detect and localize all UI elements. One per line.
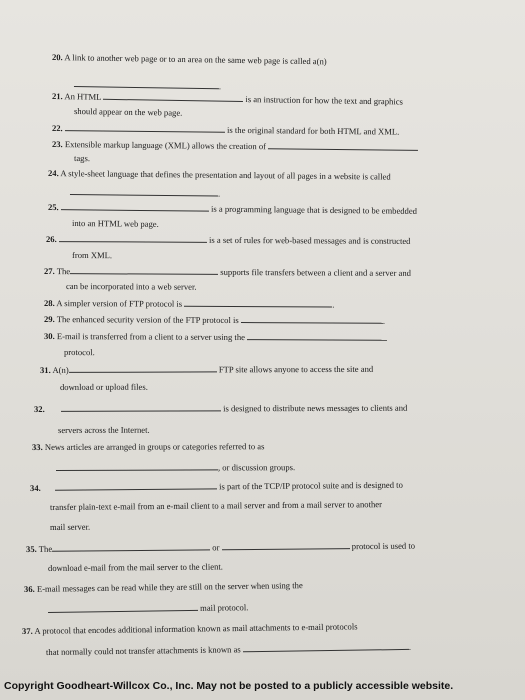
question-text: or: [212, 542, 220, 553]
question-37: [22, 621, 358, 637]
question-text: is designed to distribute news messages to clients and: [223, 402, 408, 414]
answer-line: [184, 298, 332, 308]
question-number: 33.: [31, 441, 43, 452]
question-31-cont: download or upload files.: [59, 381, 148, 392]
question-text: The: [56, 266, 71, 277]
answer-line: [65, 122, 225, 133]
question-text: A style-sheet language that defines the presentation and layout of all pages in a website is called: [60, 168, 391, 182]
question-text: E-mail is transferred from a client to a server using the: [56, 331, 245, 343]
question-34-cont: transfer plain-text e-mail from an e-mail client to a mail server and from a mail server to another: [49, 499, 382, 512]
answer-line: [241, 314, 383, 324]
question-25-cont: into an HTML web page.: [71, 218, 159, 229]
question-34-cont2: mail server.: [49, 521, 91, 532]
answer-line: [103, 91, 243, 102]
question-number: 28.: [43, 298, 55, 309]
answer-line: [56, 461, 218, 471]
question-35: [26, 540, 415, 555]
question-text: is a programming language that is designed to be embedded: [211, 203, 418, 216]
question-number: 29.: [43, 314, 55, 325]
question-text: supports file transfers between a client and a server and: [220, 266, 411, 278]
question-21: [52, 90, 403, 108]
question-text: is the original standard for both HTML and XML.: [227, 124, 400, 137]
question-32-cont: servers across the Internet.: [57, 424, 150, 435]
question-35-cont: download e-mail from the mail server to the client.: [47, 561, 223, 573]
question-28: 28. A simpler version of FTP protocol is .: [43, 298, 335, 310]
question-27-cont: can be incorporated into a web server.: [65, 281, 197, 292]
question-30: [44, 330, 387, 344]
question-number: 30.: [43, 331, 55, 342]
question-number: 25.: [47, 202, 59, 213]
question-23-cont: tags.: [73, 153, 91, 164]
answer-line-24: .: [70, 186, 220, 200]
question-text: A link to another web page or to an area on the same web page is called a(n): [64, 52, 327, 67]
question-24: [48, 168, 391, 183]
question-27: [44, 265, 411, 279]
question-22: [52, 122, 399, 138]
answer-line: [268, 140, 418, 151]
question-31: [40, 363, 373, 376]
question-36-cont: [48, 601, 249, 616]
question-text: A simpler version of FTP protocol is: [56, 298, 183, 309]
question-text: protocol is used to: [351, 540, 416, 552]
question-text: is a set of rules for web-based messages and is constructed: [209, 234, 411, 246]
answer-line: [247, 331, 387, 341]
question-text: E-mail messages can be read while they are still on the server when using the: [36, 580, 303, 594]
answer-line: [59, 233, 207, 243]
question-32: [34, 402, 407, 415]
question-text: A(n): [52, 364, 69, 375]
answer-line: [243, 641, 409, 652]
question-number: 22.: [51, 123, 63, 134]
question-text: is part of the TCP/IP protocol suite and is designed to: [219, 479, 403, 492]
answer-line: [222, 540, 350, 550]
question-20: [52, 52, 327, 67]
question-text: , or discussion groups.: [217, 462, 296, 473]
question-21-cont: should appear on the web page.: [73, 106, 183, 118]
answer-line: [70, 265, 218, 275]
question-text: The enhanced security version of the FTP protocol is: [56, 314, 239, 326]
question-text: FTP site allows anyone to access the site and: [218, 363, 374, 375]
question-number: 20.: [51, 52, 63, 63]
answer-line: [55, 480, 217, 490]
question-23: [52, 138, 418, 154]
question-number: 27.: [43, 266, 55, 277]
answer-line: [48, 602, 198, 613]
question-text: mail protocol.: [200, 602, 249, 613]
question-number: 37.: [21, 625, 33, 636]
copyright-footer: Copyright Goodheart-Willcox Co., Inc. May not be posted to a publicly accessible website.: [4, 680, 454, 692]
question-37-cont: that normally could not transfer attachments is known as .: [45, 641, 412, 657]
question-33-cont: [56, 461, 295, 474]
question-number: 35.: [25, 543, 37, 554]
question-26: [46, 233, 411, 247]
question-29: 29. The enhanced security version of the FTP protocol is .: [43, 314, 386, 326]
question-text: A protocol that encodes additional information known as mail attachments to e-mail protocols: [34, 621, 358, 636]
question-text: An HTML: [64, 91, 102, 102]
question-34: [30, 479, 403, 494]
question-text: that normally could not transfer attachments is known as: [45, 644, 241, 657]
answer-line: [61, 402, 221, 412]
question-number: 24.: [47, 168, 59, 179]
answer-line: [61, 201, 209, 212]
question-30-cont: protocol.: [63, 347, 95, 358]
answer-line: [69, 363, 217, 373]
question-text: Extensible markup language (XML) allows the creation of: [64, 139, 267, 152]
answer-line-20: .: [74, 78, 221, 92]
question-25: [48, 201, 417, 217]
question-number: 21.: [51, 91, 63, 102]
answer-line: [52, 541, 210, 551]
question-text: The: [38, 543, 53, 554]
question-number: 26.: [45, 234, 57, 245]
question-text: News articles are arranged in groups or categories referred to as: [44, 441, 265, 452]
question-36: [24, 580, 303, 595]
question-33: [32, 441, 264, 453]
question-number: 32.: [33, 403, 45, 414]
question-number: 34.: [29, 482, 41, 493]
question-number: 31.: [39, 364, 51, 375]
question-26-cont: from XML.: [71, 250, 113, 261]
question-text: is an instruction for how the text and graphics: [245, 94, 404, 107]
question-number: 36.: [23, 583, 35, 594]
question-number: 23.: [51, 139, 63, 150]
